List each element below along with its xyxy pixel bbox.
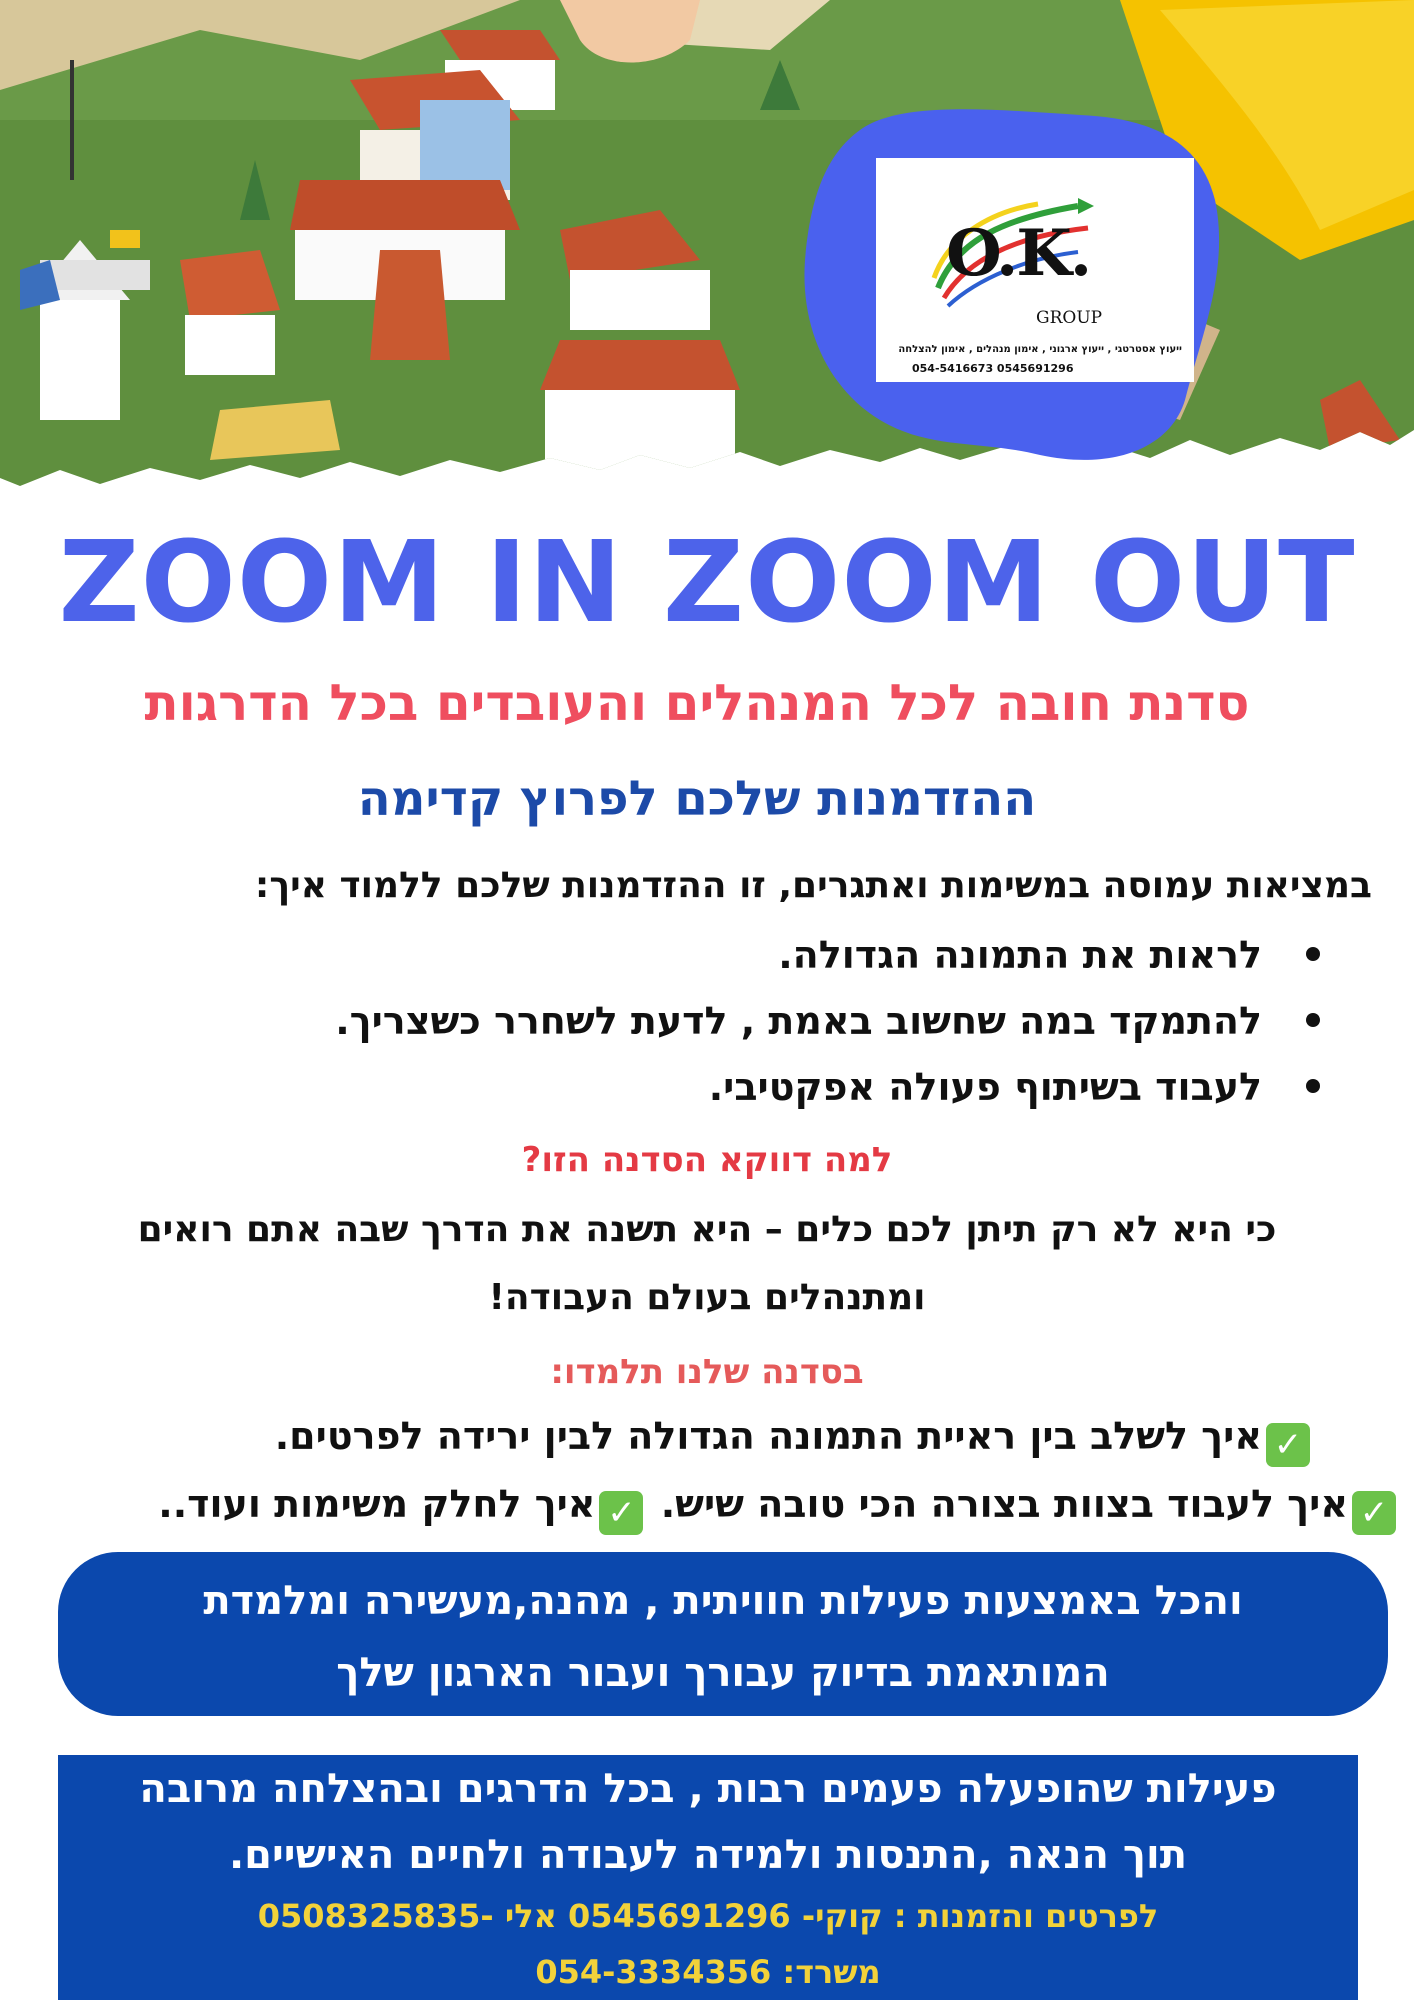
logo-tagline: ייעוץ אסטרטגי , ייעוץ ארגוני , אימון מנהלים , אימון להצלחה	[898, 344, 1182, 355]
logo-group-text: GROUP	[1036, 308, 1103, 328]
highlight-pill-text	[58, 1565, 1388, 1709]
footer-line-1: פעילות שהופעלה פעמים רבות , בכל הדרגים ובהצלחה מרובה	[139, 1766, 1277, 1812]
logo-brand-text: O.K.	[946, 216, 1091, 291]
why-body	[20, 1196, 1394, 1332]
learn-item-1: ✓איך לשלב בין ראיית התמונה הגדולה לבין ירידה לפרטים.	[44, 1404, 1314, 1468]
pill-line-1: והכל באמצעות פעילות חוויתית , מהנה,מעשירה ומלמדת	[203, 1578, 1243, 1624]
check-icon: ✓	[599, 1491, 643, 1535]
opportunity-heading: ההזדמנות שלכם לפרוץ קדימה	[357, 771, 1037, 827]
logo-phones: 054-5416673 0545691296	[912, 362, 1074, 375]
intro-text: במציאות עמוסה במשימות ואתגרים, זו ההזדמנות שלכם ללמוד איך:	[254, 865, 1372, 906]
pill-line-2: המותאמת בדיוק עבורך ועבור הארגון שלך	[336, 1650, 1110, 1696]
list-item: לראות את התמונה הגדולה.	[40, 922, 1320, 988]
why-line-1: כי היא לא רק תיתן לכם כלים – היא תשנה את הדרך שבה אתם רואים	[137, 1209, 1277, 1250]
check-icon: ✓	[1352, 1491, 1396, 1535]
footer-text	[58, 1756, 1358, 1888]
list-item: להתמקד במה שחשוב באמת , לדעת לשחרר כשצריך.	[40, 988, 1320, 1054]
bullet-icon	[1306, 1079, 1320, 1093]
why-line-2: ומתנהלים בעולם העבודה!	[488, 1277, 926, 1318]
subtitle: סדנת חובה לכל המנהלים והעובדים בכל הדרגות	[144, 674, 1250, 732]
bullet-icon	[1306, 947, 1320, 961]
benefits-list	[40, 922, 1320, 1120]
list-item: לעבוד בשיתוף פעולה אפקטיבי.	[40, 1054, 1320, 1120]
footer-line-2: תוך הנאה ,התנסות ולמידה לעבודה ולחיים האישיים.	[228, 1832, 1188, 1878]
why-heading: למה דווקא הסדנה הזו?	[521, 1140, 893, 1180]
page-title: ZOOM IN ZOOM OUT	[58, 518, 1356, 648]
office-phone: משרד: 054-3334356	[535, 1953, 881, 1991]
bullet-icon	[1306, 1013, 1320, 1027]
check-icon: ✓	[1266, 1423, 1310, 1467]
learn-heading: בסדנה שלנו תלמדו:	[550, 1352, 864, 1392]
learn-item-2: ✓איך לעבוד בצוות בצורה הכי טובה שיש. ✓איך לחלק משימות ועוד..	[20, 1472, 1400, 1536]
ok-group-logo	[876, 158, 1194, 382]
contact-phones: לפרטים והזמנות : קוקי- 0545691296 אלי -0508325835	[257, 1897, 1159, 1935]
logo-blob-shape	[0, 0, 1414, 505]
